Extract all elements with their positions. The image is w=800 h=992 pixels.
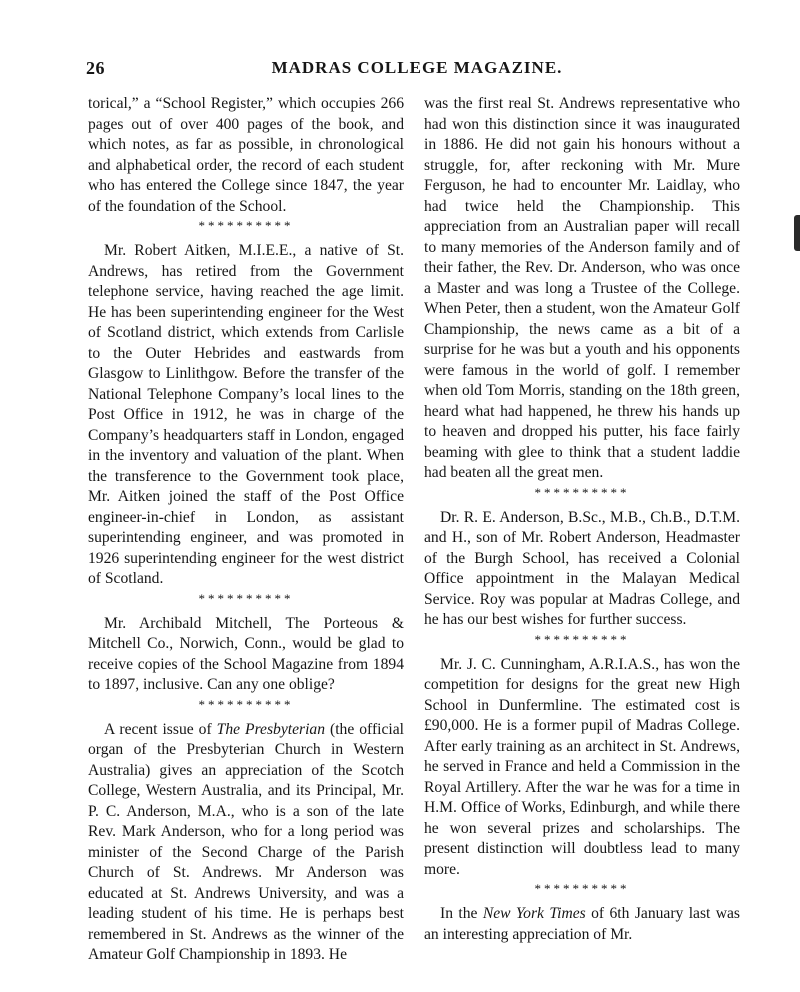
section-separator: ********** — [534, 631, 630, 647]
presbyterian-body: (the official organ of the Presbyterian Church in Western Australia) gives an appreciation of the Scotch College, Western Australia, and its Principal, Mr. P. C. Anderson, M.A., who is a son of the late Rev. Mark Anderson, who for a long period was minister of the Second Charge of the Parish Church of St. Andrews. Mr Anderson was educated at St. Andrews University, and was a leading student of his time. He is perhaps best remembered in St. Andrews as the winner of the Amateur Golf Championship in 1893. He — [88, 720, 404, 963]
nyt-intro: In the — [440, 905, 483, 922]
paragraph-jc-cunningham: Mr. J. C. Cunningham, A.R.I.A.S., has won the competition for designs for the great new High School in Dunfermline. The estimated cost is £90,000. He is a former pupil of Madras College. After early training as an architect in St. Andrews, he served in France and held a Commission in the Royal Artillery. After the war he was for a time in H.M. Office of Works, Edinburgh, and while there he won several prizes and scholarships. The present distinction will doubtless lead to many more. — [424, 655, 740, 878]
paragraph-golf-championship: was the first real St. Andrews representative who had won this distinction since it was inaugurated in 1886. He did not gain his honours without a struggle, for, after reckoning with Mr. Mure Ferguson, he had to encounter Mr. Laidlay, who had twice held the Championship. This appreciation from an Australian paper will recall to many memories of the Anderson family and of their father, the Rev. Dr. Anderson, who was once a Master and was long a Trustee of the College. When Peter, then a student, won the Amateur Golf Championship, the news came as a bit of a surprise for he was but a youth and his opponents were famous in the world of golf. I remember when old Tom Morris, standing on the 18th green, heard what had happened, he threw his hands up to heaven and dropped his putter, his face fairly beaming with glee to think that a student laddie had beaten all the great men. — [424, 95, 740, 481]
paragraph-presbyterian — [88, 720, 404, 966]
section-separator: ********** — [534, 881, 630, 896]
nyt-body: of 6th January last was an interesting appreciation of Mr. — [424, 905, 740, 943]
presbyterian-intro: A recent issue of — [104, 720, 217, 738]
running-title: MADRAS COLLEGE MAGAZINE. — [271, 58, 563, 77]
paragraph-archibald-mitchell: Mr. Archibald Mitchell, The Porteous & Mitchell Co., Norwich, Conn., would be glad to receive copies of the School Magazine from 1894 to 1897, inclusive. Can any one oblige? — [88, 614, 404, 693]
section-separator: ********** — [198, 218, 294, 233]
section-separator: ********** — [198, 590, 294, 606]
section-separator: ********** — [534, 484, 630, 500]
paragraph-robert-aitken: Mr. Robert Aitken, M.I.E.E., a native of St. Andrews, has retired from the Government telephone service, having reached the age limit. He has been superintending engineer for the West of Scotland district, which extends from Carlisle to the Outer Hebrides and eastwards from Glasgow to Linlithgow. Before the transfer of the National Telephone Company’s local lines to the Post Office in 1912, he was in charge of the Company’s headquarters staff in London, engaged in the inventory and valuation of the plant. When the transference to the Government took place, Mr. Aitken joined the staff of the Post Office engineer-in-chief in London, as assistant superintending engineer, and was promoted in 1926 superintending engineer for the west district of Scotland. — [88, 242, 404, 587]
page-number: 26 — [86, 58, 105, 78]
section-separator: ********** — [198, 696, 294, 712]
right-column — [424, 94, 740, 945]
paragraph-register: torical,” a “School Register,” which occupies 266 pages out of over 400 pages of the book, and which notes, as far as possible, in chronological and alphabetical order, the record of each student who has entered the College since 1847, the year of the foundation of the School. — [88, 95, 404, 215]
left-column — [88, 94, 404, 966]
page-header — [86, 58, 748, 82]
paragraph-re-anderson: Dr. R. E. Anderson, B.Sc., M.B., Ch.B., D.T.M. and H., son of Mr. Robert Anderson, Headmaster of the Burgh School, has received a Colonial Office appointment in the Malayan Medical Service. Roy was popular at Madras College, and he has our best wishes for further success. — [424, 508, 740, 628]
publication-title: The Presbyterian — [216, 720, 326, 738]
scan-edge-mark — [794, 215, 800, 251]
paragraph-new-york-times — [424, 904, 740, 945]
publication-title: New York Times — [482, 905, 586, 922]
